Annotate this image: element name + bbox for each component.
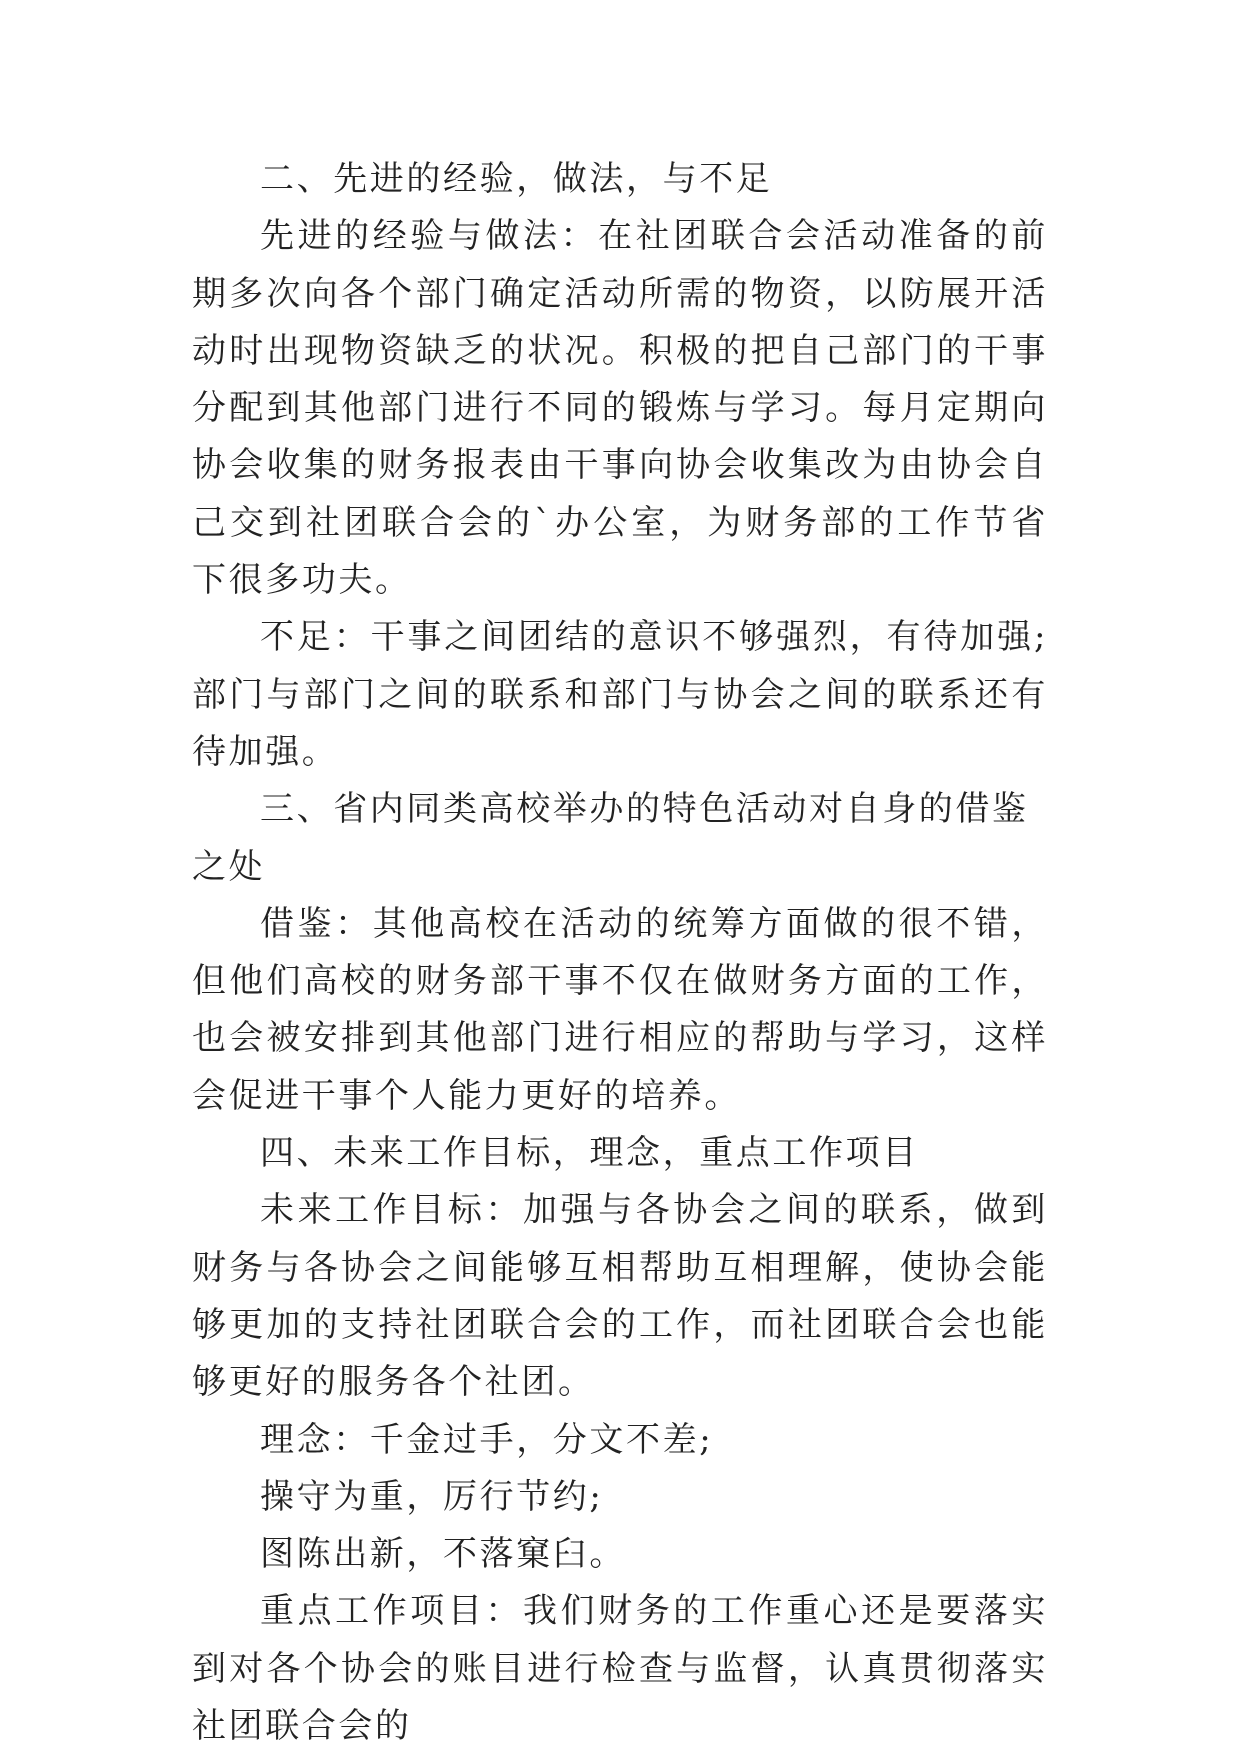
paragraph-reference: 借鉴：其他高校在活动的统筹方面做的很不错，但他们高校的财务部干事不仅在做财务方面的工作，也会被安排到其他部门进行相应的帮助与学习，这样会促进干事个人能力更好的培养。 — [192, 903, 1048, 1116]
document-body — [192, 151, 1048, 1755]
heading-section-4: 四、未来工作目标，理念，重点工作项目 — [260, 1133, 919, 1174]
paragraph-philosophy-3: 图陈出新，不落窠臼。 — [260, 1534, 626, 1575]
paragraph-future-goals: 未来工作目标：加强与各协会之间的联系，做到财务与各协会之间能够互相帮助互相理解，使协会能够更加的支持社团联合会的工作，而社团联合会也能够更好的服务各个社团。 — [192, 1190, 1048, 1403]
heading-section-3: 三、省内同类高校举办的特色活动对自身的借鉴之处 — [192, 789, 1029, 887]
heading-section-2: 二、先进的经验，做法，与不足 — [260, 159, 773, 199]
paragraph-key-projects: 重点工作项目：我们财务的工作重心还是要落实到对各个协会的账目进行检查与监督，认真贯彻落实社团联合会的 — [192, 1591, 1048, 1747]
paragraph-shortcomings: 不足：干事之间团结的意识不够强烈，有待加强;部门与部门之间的联系和部门与协会之间的联系还有待加强。 — [192, 617, 1048, 772]
paragraph-philosophy-1: 理念：千金过手，分文不差; — [260, 1419, 714, 1460]
paragraph-philosophy-2: 操守为重，厉行节约; — [260, 1476, 604, 1517]
paragraph-experience: 先进的经验与做法：在社团联合会活动准备的前期多次向各个部门确定活动所需的物资，以防展开活动时出现物资缺乏的状况。积极的把自己部门的干事分配到其他部门进行不同的锻炼与学习。每月定期向协会收集的财务报表由干事向协会收集改为由协会自己交到社团联合会的`办公室，为财务部的工作节省下很多功夫。 — [192, 216, 1048, 601]
